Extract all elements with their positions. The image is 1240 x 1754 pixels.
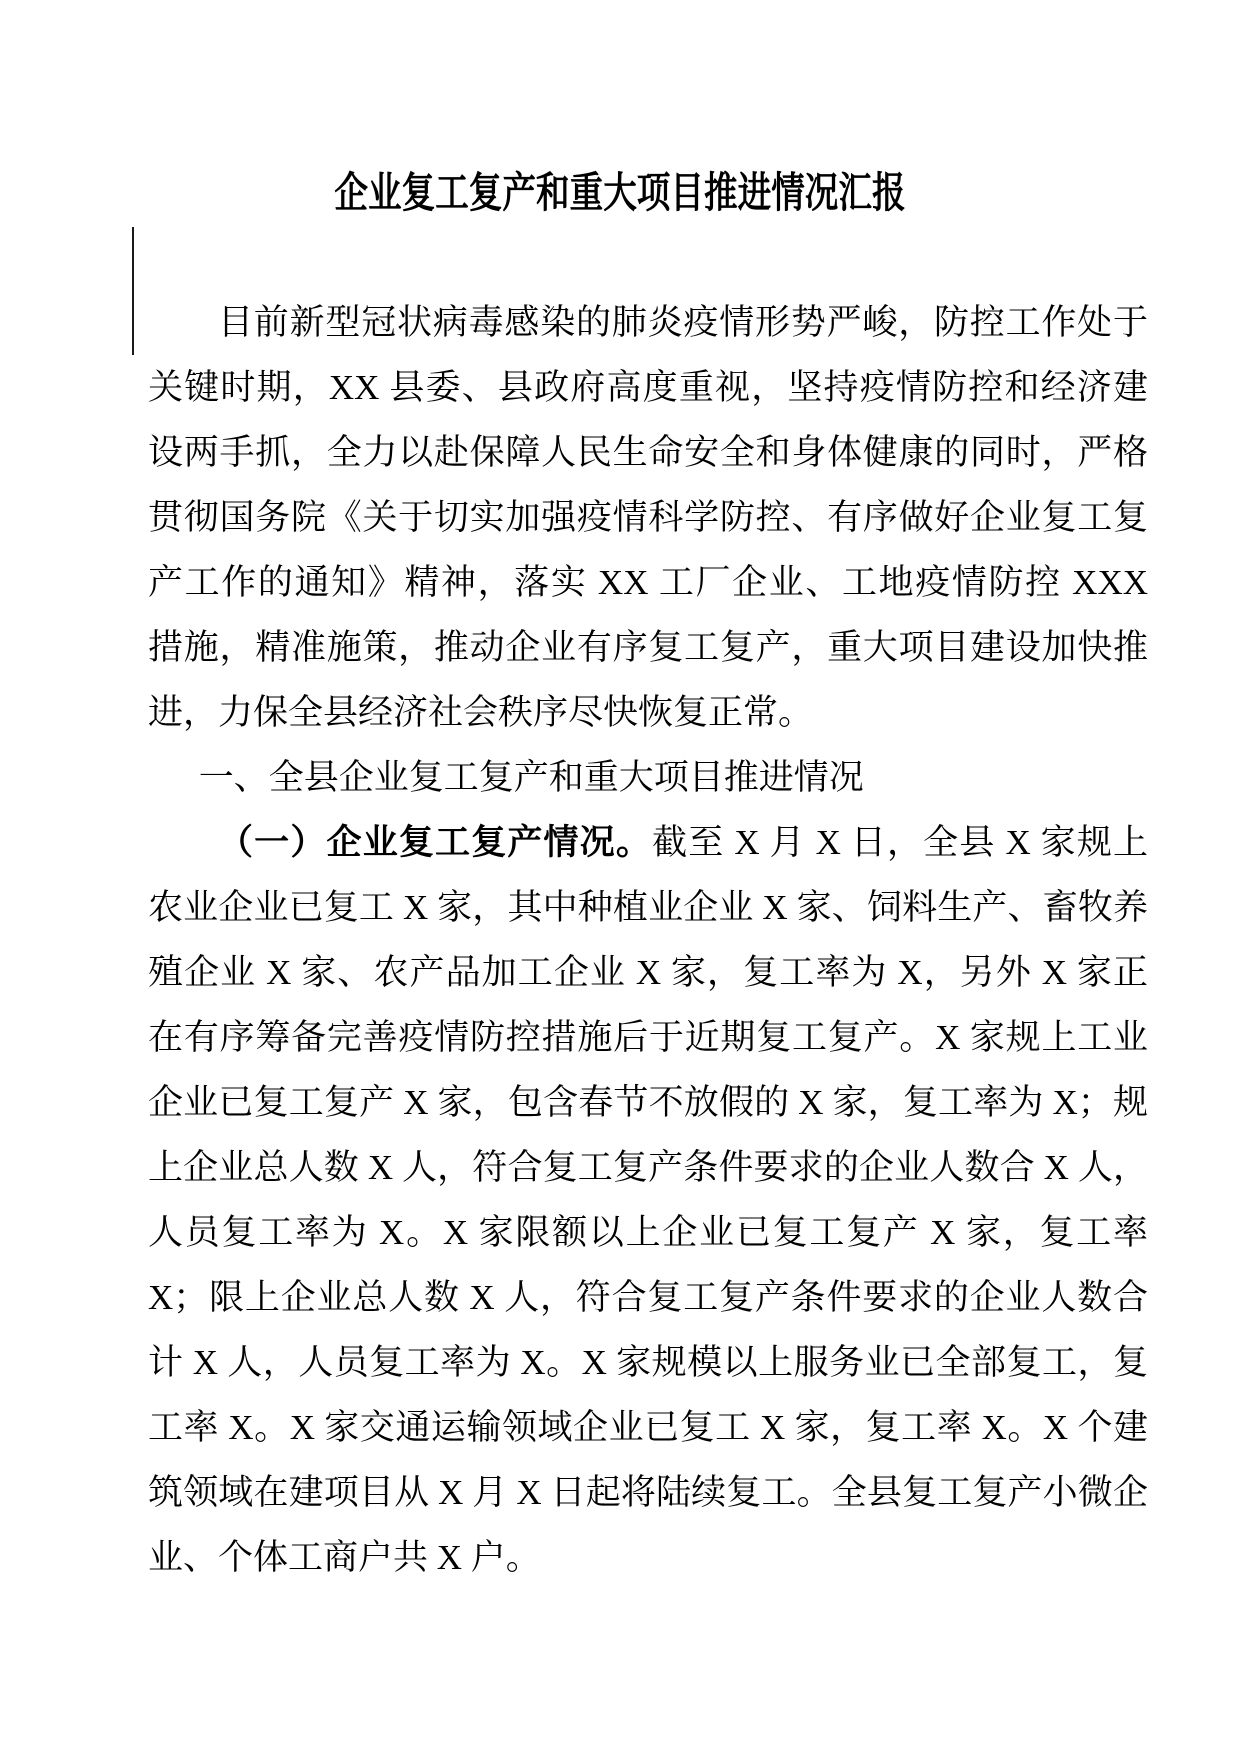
- document-title: [0, 160, 1240, 225]
- paragraph-section-one: [148, 810, 1148, 1590]
- document-title-text: 企业复工复产和重大项目推进情况汇报: [334, 169, 906, 216]
- paragraph-section-one-text: 截至 X 月 X 日，全县 X 家规上农业企业已复工 X 家，其中种植业企业 X 家、饲料生产、畜牧养殖企业 X 家、农产品加工企业 X 家，复工率为 X，另外 X 家正在有序筹备完善疫情防控措施后于近期复工复产。X 家规上工业企业已复工复产 X 家，包含春节不放假的 X 家，复工率为 X；规上企业总人数 X 人，符合复工复产条件要求的企业人数合 X 人，人员复工率为 X。X 家限额以上企业已复工复产 X 家，复工率 X；限上企业总人数 X 人，符合复工复产条件要求的企业人数合计 X 人，人员复工率为 X。X 家规模以上服务业已全部复工，复工率 X。X 家交通运输领域企业已复工 X 家，复工率 X。X 个建筑领域在建项目从 X 月 X 日起将陆续复工。全县复工复产小微企业、个体工商户共 X 户。: [148, 823, 1148, 1577]
- revision-bar: [132, 227, 134, 355]
- blank-line: [0, 225, 1240, 290]
- document-body: [148, 290, 1148, 1590]
- paragraph-intro: 目前新型冠状病毒感染的肺炎疫情形势严峻，防控工作处于关键时期，XX 县委、县政府高度重视，坚持疫情防控和经济建设两手抓，全力以赴保障人民生命安全和身体健康的同时，严格贯彻国务院《关于切实加强疫情科学防控、有序做好企业复工复产工作的通知》精神，落实 XX 工厂企业、工地疫情防控 XXX 措施，精准施策，推动企业有序复工复产，重大项目建设加快推进，力保全县经济社会秩序尽快恢复正常。: [148, 303, 1148, 732]
- section-heading: 一、全县企业复工复产和重大项目推进情况: [198, 758, 864, 797]
- paragraph-lead-bold: （一）企业复工复产情况。: [218, 823, 653, 862]
